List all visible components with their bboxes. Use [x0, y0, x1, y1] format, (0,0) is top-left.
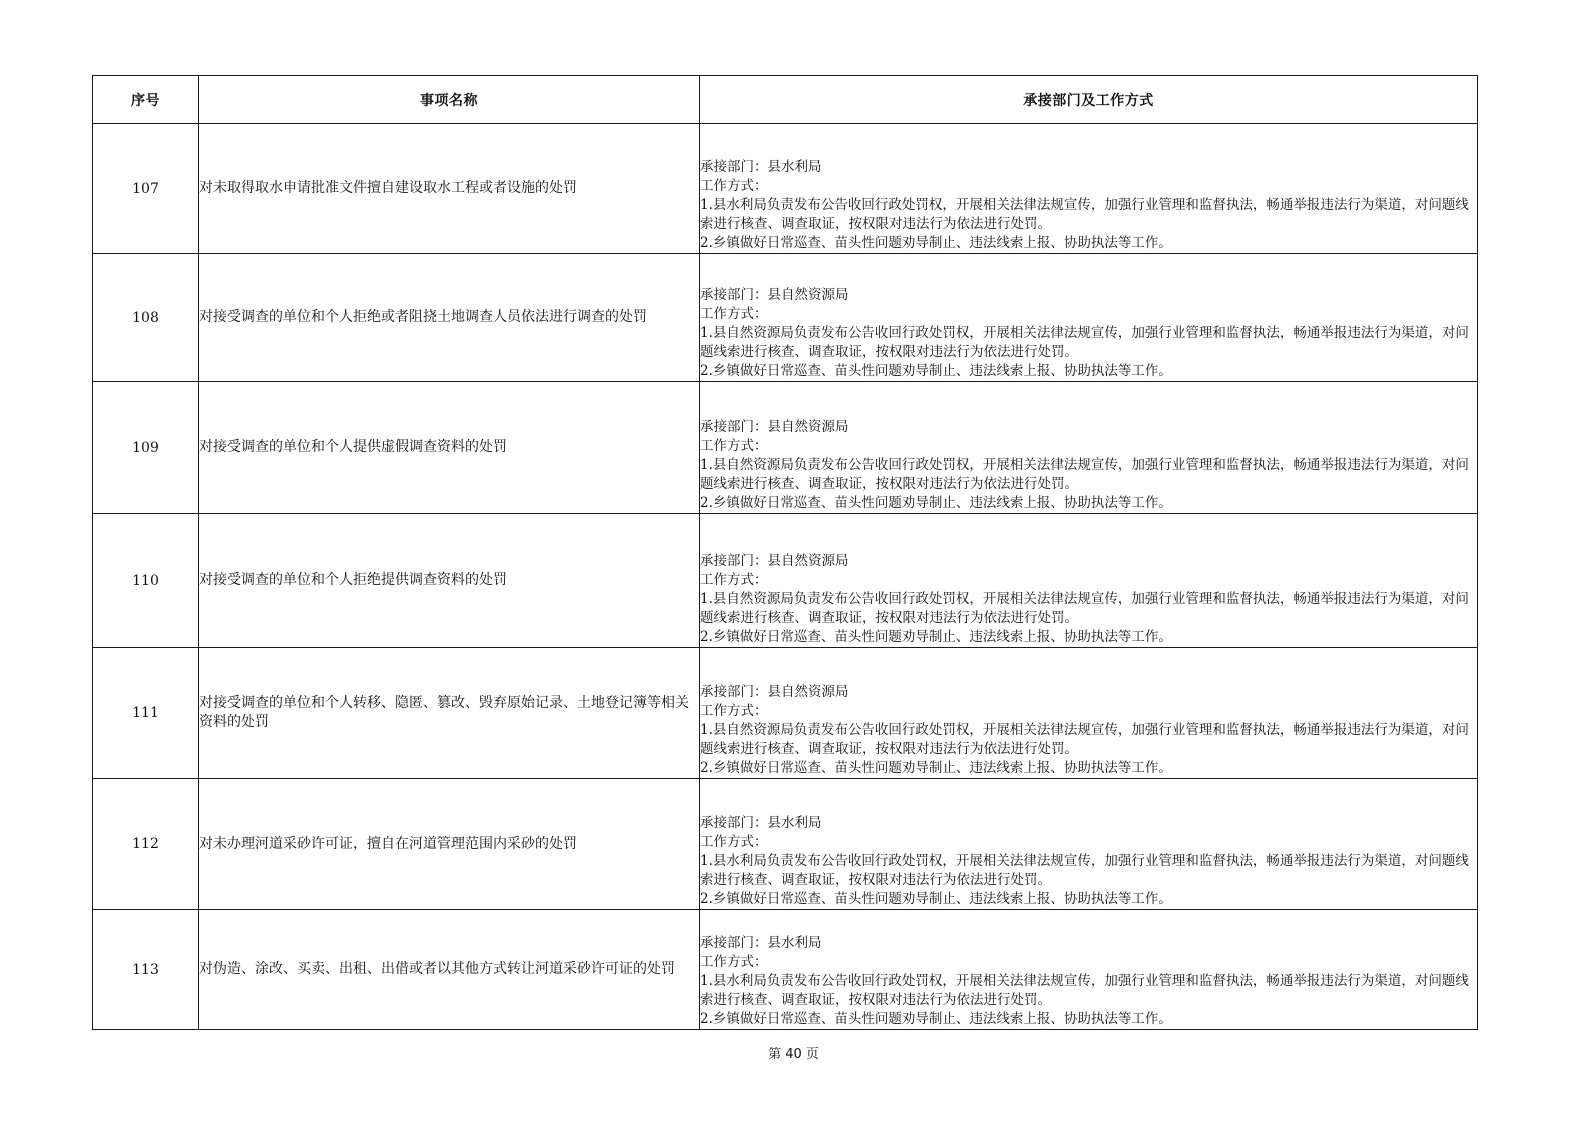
row-dept-method [700, 779, 1478, 910]
row-item-name: 对接受调查的单位和个人拒绝或者阻挠土地调查人员依法进行调查的处罚 [199, 254, 700, 382]
row-item-name: 对接受调查的单位和个人拒绝提供调查资料的处罚 [199, 514, 700, 648]
row-seq: 109 [93, 382, 199, 514]
row-item-name: 对未办理河道采砂许可证，擅自在河道管理范围内采砂的处罚 [199, 779, 700, 910]
table-row [93, 514, 1478, 648]
row-dept-method [700, 910, 1478, 1030]
method-title: 工作方式： [700, 703, 768, 719]
method-step-1: 1.县自然资源局负责发布公告收回行政处罚权，开展相关法律法规宣传，加强行业管理和监督执法，畅通举报违法行为渠道，对问题线索进行核查、调查取证，按权限对违法行为依法进行处罚。 [700, 722, 1469, 757]
table-row [93, 124, 1478, 254]
method-step-1: 1.县自然资源局负责发布公告收回行政处罚权，开展相关法律法规宣传，加强行业管理和监督执法，畅通举报违法行为渠道，对问题线索进行核查、调查取证，按权限对违法行为依法进行处罚。 [700, 457, 1469, 492]
method-step-2: 2.乡镇做好日常巡查、苗头性问题劝导制止、违法线索上报、协助执法等工作。 [700, 891, 1172, 907]
page-number: 第 40 页 [768, 1047, 819, 1062]
row-seq: 107 [93, 124, 199, 254]
dept-line: 承接部门：县水利局 [700, 815, 822, 831]
method-title: 工作方式： [700, 954, 768, 970]
row-item-name: 对接受调查的单位和个人转移、隐匿、篡改、毁弃原始记录、土地登记簿等相关资料的处罚 [199, 648, 700, 779]
dept-line: 承接部门：县自然资源局 [700, 287, 849, 303]
row-seq: 112 [93, 779, 199, 910]
method-title: 工作方式： [700, 306, 768, 322]
method-title: 工作方式： [700, 178, 768, 194]
document-sheet [92, 75, 1477, 1030]
method-step-2: 2.乡镇做好日常巡查、苗头性问题劝导制止、违法线索上报、协助执法等工作。 [700, 235, 1172, 251]
dept-line: 承接部门：县水利局 [700, 935, 822, 951]
method-step-2: 2.乡镇做好日常巡查、苗头性问题劝导制止、违法线索上报、协助执法等工作。 [700, 1011, 1172, 1027]
row-dept-method [700, 124, 1478, 254]
header-item-name: 事项名称 [199, 76, 700, 124]
dept-line: 承接部门：县自然资源局 [700, 553, 849, 569]
table-row [93, 910, 1478, 1030]
row-seq: 110 [93, 514, 199, 648]
method-step-1: 1.县水利局负责发布公告收回行政处罚权，开展相关法律法规宣传，加强行业管理和监督执法，畅通举报违法行为渠道，对问题线索进行核查、调查取证，按权限对违法行为依法进行处罚。 [700, 197, 1469, 232]
row-dept-method [700, 254, 1478, 382]
row-item-name: 对伪造、涂改、买卖、出租、出借或者以其他方式转让河道采砂许可证的处罚 [199, 910, 700, 1030]
method-title: 工作方式： [700, 572, 768, 588]
method-step-2: 2.乡镇做好日常巡查、苗头性问题劝导制止、违法线索上报、协助执法等工作。 [700, 760, 1172, 776]
table-row [93, 254, 1478, 382]
table-row [93, 648, 1478, 779]
row-seq: 108 [93, 254, 199, 382]
method-step-1: 1.县自然资源局负责发布公告收回行政处罚权，开展相关法律法规宣传，加强行业管理和监督执法，畅通举报违法行为渠道，对问题线索进行核查、调查取证，按权限对违法行为依法进行处罚。 [700, 591, 1469, 626]
row-dept-method [700, 382, 1478, 514]
method-step-1: 1.县自然资源局负责发布公告收回行政处罚权，开展相关法律法规宣传，加强行业管理和监督执法，畅通举报违法行为渠道，对问题线索进行核查、调查取证，按权限对违法行为依法进行处罚。 [700, 325, 1469, 360]
row-item-name: 对接受调查的单位和个人提供虚假调查资料的处罚 [199, 382, 700, 514]
method-title: 工作方式： [700, 438, 768, 454]
method-step-1: 1.县水利局负责发布公告收回行政处罚权，开展相关法律法规宣传，加强行业管理和监督执法，畅通举报违法行为渠道，对问题线索进行核查、调查取证，按权限对违法行为依法进行处罚。 [700, 853, 1469, 888]
method-step-2: 2.乡镇做好日常巡查、苗头性问题劝导制止、违法线索上报、协助执法等工作。 [700, 363, 1172, 379]
row-item-name: 对未取得取水申请批准文件擅自建设取水工程或者设施的处罚 [199, 124, 700, 254]
row-seq: 111 [93, 648, 199, 779]
row-dept-method [700, 514, 1478, 648]
method-title: 工作方式： [700, 834, 768, 850]
header-seq: 序号 [93, 76, 199, 124]
dept-line: 承接部门：县自然资源局 [700, 419, 849, 435]
row-dept-method [700, 648, 1478, 779]
items-table [92, 75, 1478, 1030]
method-step-1: 1.县水利局负责发布公告收回行政处罚权，开展相关法律法规宣传，加强行业管理和监督执法，畅通举报违法行为渠道，对问题线索进行核查、调查取证，按权限对违法行为依法进行处罚。 [700, 973, 1469, 1008]
method-step-2: 2.乡镇做好日常巡查、苗头性问题劝导制止、违法线索上报、协助执法等工作。 [700, 629, 1172, 645]
row-seq: 113 [93, 910, 199, 1030]
dept-line: 承接部门：县自然资源局 [700, 684, 849, 700]
table-row [93, 779, 1478, 910]
table-header-row [93, 76, 1478, 124]
dept-line: 承接部门：县水利局 [700, 159, 822, 175]
header-dept-method: 承接部门及工作方式 [700, 76, 1478, 124]
table-row [93, 382, 1478, 514]
method-step-2: 2.乡镇做好日常巡查、苗头性问题劝导制止、违法线索上报、协助执法等工作。 [700, 495, 1172, 511]
